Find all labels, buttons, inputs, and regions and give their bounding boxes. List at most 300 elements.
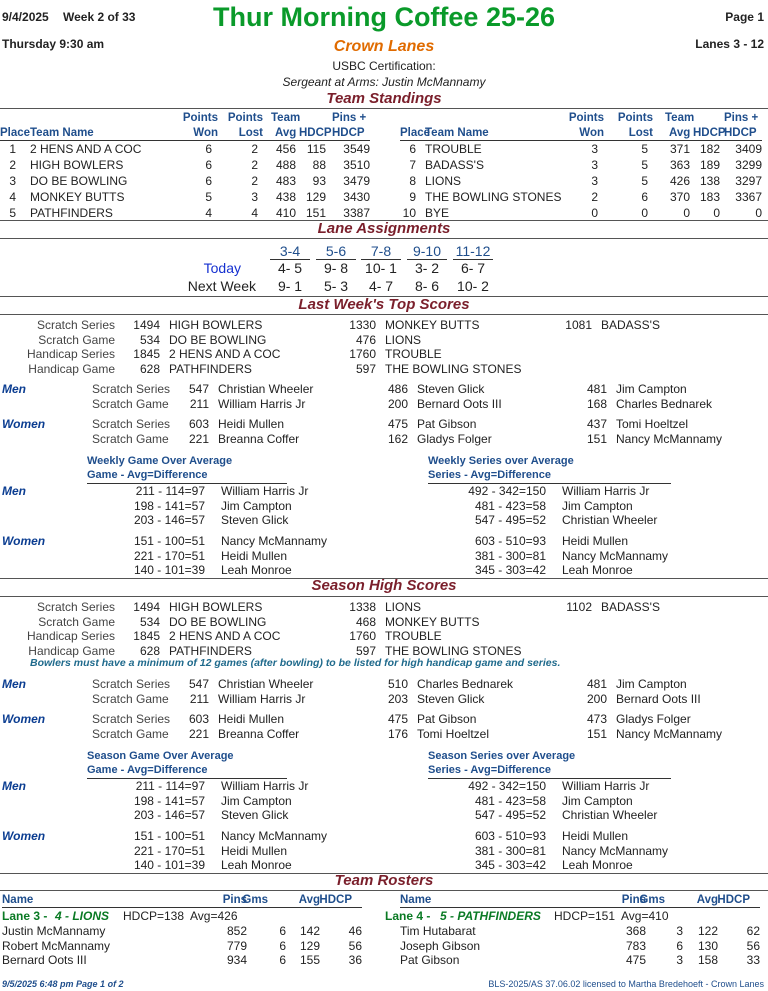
standings-place: 4 <box>9 190 16 204</box>
standings-points-won: 3 <box>591 174 598 188</box>
roster-player-name: Pat Gibson <box>400 953 460 967</box>
next-week-label: Next Week <box>187 278 256 294</box>
score-value: 168 <box>586 397 607 411</box>
underline <box>400 907 760 908</box>
col-header-points-lost: Points <box>227 112 263 124</box>
score-value: 211 <box>189 397 209 411</box>
roster-player-games: 6 <box>279 924 286 938</box>
col-header-points-won: Points <box>568 112 604 124</box>
bowler-name: Breanna Coffer <box>218 727 300 741</box>
score-category-label: Scratch Series <box>92 712 171 726</box>
bowler-name: Tomi Hoeltzel <box>417 727 490 741</box>
col-header-games: Gms <box>242 894 268 906</box>
score-value: 200 <box>387 397 408 411</box>
standings-hdcp: 88 <box>312 158 326 172</box>
center-name: Crown Lanes <box>333 38 435 55</box>
roster-player-hdcp: 56 <box>746 938 760 953</box>
team-name: TROUBLE <box>385 629 442 643</box>
league-title: Thur Morning Coffee 25-26 <box>212 2 556 32</box>
roster-player-avg: 142 <box>299 924 320 938</box>
bowler-name: Christian Wheeler <box>218 677 314 691</box>
standings-points-lost: 5 <box>641 174 648 188</box>
bowler-name: Steven Glick <box>221 513 289 527</box>
rosters-title: Team Rosters <box>334 872 434 889</box>
standings-hdcp: 183 <box>699 190 720 204</box>
divider <box>0 108 768 109</box>
roster-player-pins: 783 <box>625 938 646 953</box>
standings-points-won: 6 <box>205 142 212 156</box>
lane-assignments-title: Lane Assignments <box>317 220 451 237</box>
usbc-certification: USBC Certification: <box>332 59 436 73</box>
game-over-average-value: 198 - 141=57 <box>133 793 205 808</box>
team-name: THE BOWLING STONES <box>385 643 522 658</box>
col-header-points-won: Won <box>193 127 218 139</box>
score-value: 628 <box>139 643 160 658</box>
standings-title: Team Standings <box>326 90 442 107</box>
standings-pins-hdcp: 3549 <box>343 142 370 156</box>
standings-place: 10 <box>402 206 416 220</box>
score-value: 437 <box>586 417 607 431</box>
roster-player-games: 6 <box>279 953 286 967</box>
roster-player-games: 3 <box>676 924 683 938</box>
footer-license: BLS-2025/AS 37.06.02 licensed to Martha Bredehoeft - Crown Lanes <box>488 979 764 989</box>
standings-team-name: 2 HENS AND A COC <box>30 142 142 156</box>
bowler-name: William Harris Jr <box>221 484 309 498</box>
team-name: 2 HENS AND A COC <box>169 347 281 361</box>
roster-player-name: Joseph Gibson <box>400 938 481 953</box>
standings-team-name: PATHFINDERS <box>30 206 113 220</box>
bowler-name: Nancy McMannamy <box>562 548 669 563</box>
col-header-name: Name <box>2 894 34 906</box>
underline <box>0 140 370 141</box>
game-over-average-value: 221 - 170=51 <box>133 843 205 858</box>
bowler-name: Jim Campton <box>562 498 633 513</box>
standings-points-lost: 0 <box>641 206 648 220</box>
standings-points-won: 6 <box>205 158 212 172</box>
score-category-label: Handicap Series <box>26 347 115 361</box>
score-value: 628 <box>139 361 160 376</box>
roster-player-name: Justin McMannamy <box>2 924 106 938</box>
score-value: 473 <box>586 712 607 726</box>
score-value: 1760 <box>349 347 376 361</box>
standings-place: 2 <box>9 158 16 172</box>
standings-pins-hdcp: 3387 <box>343 206 370 220</box>
underline <box>400 140 762 141</box>
standings-pins-hdcp: 0 <box>755 206 762 220</box>
standings-pins-hdcp: 3479 <box>343 174 370 188</box>
score-value: 486 <box>387 382 408 396</box>
score-value: 468 <box>355 614 376 629</box>
last-week-title: Last Week's Top Scores <box>298 296 470 313</box>
score-category-label: Scratch Game <box>38 614 115 629</box>
standings-team-avg: 363 <box>669 158 690 172</box>
standings-points-lost: 5 <box>641 142 648 156</box>
standings-points-won: 3 <box>591 142 598 156</box>
next-week-lane-matchup: 10- 2 <box>457 278 489 294</box>
col-header-name: Name <box>400 894 432 906</box>
divider <box>0 596 768 597</box>
standings-place: 8 <box>409 174 416 188</box>
roster-player-avg: 122 <box>697 924 718 938</box>
standings-team-avg: 371 <box>669 142 690 156</box>
score-category-label: Handicap Series <box>26 629 115 643</box>
bowler-name: Christian Wheeler <box>218 382 314 396</box>
bowler-name: Bernard Oots III <box>417 397 502 411</box>
men-label: Men <box>2 677 26 691</box>
standings-points-lost: 3 <box>251 190 258 204</box>
game-over-average-value: 151 - 100=51 <box>133 829 205 843</box>
score-value: 475 <box>387 417 408 431</box>
today-lane-matchup: 4- 5 <box>277 260 303 276</box>
standings-hdcp: 182 <box>699 142 720 156</box>
bowler-name: Pat Gibson <box>417 712 477 726</box>
roster-team-name: 5 - PATHFINDERS <box>440 909 541 923</box>
bowler-name: Leah Monroe <box>562 563 633 577</box>
standings-team-name: DO BE BOWLING <box>30 174 128 188</box>
bowler-name: Heidi Mullen <box>218 417 285 431</box>
score-value: 534 <box>139 332 160 347</box>
roster-player-avg: 158 <box>697 953 718 967</box>
standings-team-avg: 483 <box>275 174 296 188</box>
divider <box>0 314 768 315</box>
standings-team-avg: 370 <box>669 190 690 204</box>
standings-team-avg: 426 <box>669 174 690 188</box>
col-header-games: Gms <box>639 894 665 906</box>
score-value: 162 <box>387 432 408 446</box>
col-header-avg: Avg <box>298 894 320 906</box>
roster-player-games: 6 <box>279 938 286 953</box>
standings-team-name: HIGH BOWLERS <box>30 158 124 172</box>
score-value: 547 <box>188 382 209 396</box>
standings-pins-hdcp: 3430 <box>343 190 370 204</box>
series-over-average-value: 492 - 342=150 <box>468 779 546 793</box>
series-over-average-value: 381 - 300=81 <box>474 548 546 563</box>
roster-team-hdcp: HDCP=151 <box>554 909 616 923</box>
bowler-name: Heidi Mullen <box>562 829 629 843</box>
game-over-average-value: 151 - 100=51 <box>133 534 205 548</box>
score-value: 1102 <box>566 600 592 614</box>
standings-points-won: 3 <box>591 158 598 172</box>
score-category-label: Scratch Series <box>36 600 115 614</box>
standings-pins-hdcp: 3367 <box>735 190 762 204</box>
roster-player-pins: 475 <box>625 953 646 967</box>
divider <box>0 238 768 239</box>
roster-player-pins: 368 <box>625 924 646 938</box>
lane-pair-header: 9-10 <box>412 243 442 259</box>
bowler-name: Tomi Hoeltzel <box>616 417 689 431</box>
lane-pair-header: 11-12 <box>455 243 491 259</box>
score-value: 510 <box>387 677 408 691</box>
team-name: DO BE BOWLING <box>169 332 267 347</box>
team-name: TROUBLE <box>385 347 442 361</box>
standings-points-lost: 6 <box>641 190 648 204</box>
standings-pins-hdcp: 3299 <box>735 158 762 172</box>
bowler-name: Jim Campton <box>616 382 687 396</box>
col-header-points-won: Points <box>182 112 218 124</box>
standings-pins-hdcp: 3409 <box>735 142 762 156</box>
col-header-avg: Avg <box>696 894 718 906</box>
bowler-name: Nancy McMannamy <box>221 534 328 548</box>
standings-team-name: TROUBLE <box>425 142 482 156</box>
score-value: 1494 <box>133 600 160 614</box>
team-name: THE BOWLING STONES <box>385 361 522 376</box>
team-name: HIGH BOWLERS <box>169 600 263 614</box>
lane-pair-header: 5-6 <box>325 243 347 259</box>
col-header-pins: Pins <box>222 894 247 906</box>
series-over-average-value: 345 - 303=42 <box>474 563 546 577</box>
standings-points-lost: 4 <box>251 206 258 220</box>
col-header-place: Place <box>0 127 31 139</box>
score-value: 1338 <box>349 600 376 614</box>
score-value: 476 <box>355 332 376 347</box>
col-header-pins: Pins <box>621 894 646 906</box>
roster-player-hdcp: 33 <box>746 953 760 967</box>
col-header-points-lost: Points <box>617 112 653 124</box>
series-over-average-value: 345 - 303=42 <box>474 858 546 872</box>
game-over-average-value: 140 - 101=39 <box>133 858 205 872</box>
women-label: Women <box>2 417 46 431</box>
score-value: 597 <box>355 361 376 376</box>
page-label: Page 1 <box>725 10 764 24</box>
roster-player-avg: 129 <box>299 938 320 953</box>
standings-points-lost: 5 <box>641 158 648 172</box>
bowler-name: Jim Campton <box>616 677 687 691</box>
score-category-label: Scratch Series <box>92 417 171 431</box>
bowler-name: Pat Gibson <box>417 417 477 431</box>
roster-player-pins: 934 <box>226 953 247 967</box>
game-over-average-title: Weekly Game Over Average <box>87 455 233 467</box>
series-over-average-value: 481 - 423=58 <box>474 498 546 513</box>
standings-points-won: 4 <box>205 206 212 220</box>
score-value: 1081 <box>565 318 592 332</box>
col-header-points-lost: Lost <box>238 127 263 139</box>
roster-player-avg: 155 <box>299 953 320 967</box>
score-value: 1845 <box>133 629 160 643</box>
game-over-average-value: 198 - 141=57 <box>133 498 205 513</box>
team-name: PATHFINDERS <box>169 361 252 376</box>
bowler-name: Breanna Coffer <box>218 432 300 446</box>
bowler-name: Charles Bednarek <box>616 397 713 411</box>
standings-team-avg: 0 <box>683 206 690 220</box>
score-value: 534 <box>139 614 160 629</box>
score-value: 1494 <box>133 318 160 332</box>
col-header-hdcp: HDCP <box>319 894 352 906</box>
standings-points-won: 6 <box>205 174 212 188</box>
today-lane-matchup: 9- 8 <box>323 260 349 276</box>
standings-place: 7 <box>409 158 416 172</box>
footer-timestamp: 9/5/2025 6:48 pm Page 1 of 2 <box>2 979 124 989</box>
standings-hdcp: 189 <box>699 158 720 172</box>
roster-player-pins: 779 <box>226 938 247 953</box>
score-value: 211 <box>189 692 209 706</box>
standings-pins-hdcp: 3510 <box>343 158 370 172</box>
standings-team-name: BADASS'S <box>425 158 484 172</box>
day-time: Thursday 9:30 am <box>2 37 105 51</box>
roster-player-hdcp: 36 <box>348 953 362 967</box>
roster-player-avg: 130 <box>697 938 718 953</box>
score-category-label: Scratch Series <box>92 382 171 396</box>
roster-player-hdcp: 46 <box>348 924 362 938</box>
score-value: 597 <box>355 643 376 658</box>
roster-player-name: Bernard Oots III <box>2 953 87 967</box>
game-over-average-value: 211 - 114=97 <box>135 484 205 498</box>
standings-hdcp: 93 <box>312 174 326 188</box>
score-value: 203 <box>387 692 408 706</box>
col-header-team-avg: Team <box>271 112 301 124</box>
season-high-title: Season High Scores <box>311 577 457 594</box>
game-over-average-value: 211 - 114=97 <box>135 779 205 793</box>
col-header-pins-hdcp: HDCP <box>724 127 757 139</box>
game-over-average-value: 203 - 146=57 <box>133 808 205 822</box>
bowler-name: William Harris Jr <box>218 397 306 411</box>
col-header-pins-hdcp: HDCP <box>332 127 365 139</box>
col-header-team-avg: Avg <box>669 127 691 139</box>
game-over-average-title: Season Game Over Average <box>87 750 234 762</box>
lane-pair-header: 7-8 <box>370 243 392 259</box>
game-over-average-subtitle: Game - Avg=Difference <box>87 469 208 481</box>
col-header-team-name: Team Name <box>425 127 489 139</box>
bowler-name: Steven Glick <box>221 808 289 822</box>
score-value: 1845 <box>133 347 160 361</box>
standings-place: 6 <box>409 142 416 156</box>
today-lane-matchup: 10- 1 <box>365 260 397 276</box>
standings-points-lost: 2 <box>251 142 258 156</box>
bowler-name: Nancy McMannamy <box>616 727 723 741</box>
series-over-average-value: 547 - 495=52 <box>474 513 546 527</box>
standings-points-won: 5 <box>205 190 212 204</box>
standings-hdcp: 151 <box>305 206 326 220</box>
bowler-name: William Harris Jr <box>218 692 306 706</box>
standings-hdcp: 129 <box>305 190 326 204</box>
series-over-average-value: 381 - 300=81 <box>474 843 546 858</box>
minimum-games-note: Bowlers must have a minimum of 12 games (after bowling) to be listed for high handicap game and series. <box>30 657 561 669</box>
score-value: 151 <box>586 727 607 741</box>
team-name: BADASS'S <box>601 318 660 332</box>
bowler-name: Leah Monroe <box>221 563 292 577</box>
today-lane-matchup: 3- 2 <box>414 260 440 276</box>
next-week-lane-matchup: 5- 3 <box>323 278 349 294</box>
bowler-name: Steven Glick <box>417 692 485 706</box>
standings-points-lost: 2 <box>251 174 258 188</box>
team-name: LIONS <box>385 332 422 347</box>
col-header-pins-hdcp: Pins + <box>724 112 759 124</box>
roster-player-games: 3 <box>676 953 683 967</box>
roster-team-name: 4 - LIONS <box>55 909 110 923</box>
team-name: DO BE BOWLING <box>169 614 267 629</box>
next-week-lane-matchup: 9- 1 <box>277 278 303 294</box>
bowler-name: Heidi Mullen <box>218 712 285 726</box>
score-value: 151 <box>586 432 607 446</box>
score-category-label: Scratch Game <box>38 332 115 347</box>
bowler-name: Jim Campton <box>221 793 292 808</box>
score-value: 176 <box>387 727 408 741</box>
next-week-lane-matchup: 8- 6 <box>414 278 440 294</box>
roster-team-hdcp: HDCP=138 <box>123 909 185 923</box>
bowler-name: Heidi Mullen <box>221 548 288 563</box>
bowler-name: Steven Glick <box>417 382 485 396</box>
standings-points-won: 2 <box>591 190 598 204</box>
score-category-label: Scratch Game <box>92 692 169 706</box>
game-over-average-value: 203 - 146=57 <box>133 513 205 527</box>
col-header-hdcp: HDCP <box>693 127 726 139</box>
col-header-team-name: Team Name <box>30 127 94 139</box>
bowler-name: Leah Monroe <box>221 858 292 872</box>
roster-team-avg: Avg=410 <box>621 909 669 923</box>
bowler-name: Heidi Mullen <box>562 534 629 548</box>
today-label: Today <box>203 260 241 276</box>
bowler-name: Nancy McMannamy <box>221 829 328 843</box>
score-value: 221 <box>188 432 209 446</box>
series-over-average-subtitle: Series - Avg=Difference <box>428 764 551 776</box>
series-over-average-title: Season Series over Average <box>428 750 576 762</box>
col-header-pins-hdcp: Pins + <box>332 112 367 124</box>
bowler-name: Nancy McMannamy <box>616 432 723 446</box>
team-name: MONKEY BUTTS <box>385 614 480 629</box>
standings-team-avg: 456 <box>275 142 296 156</box>
roster-player-name: Tim Hutabarat <box>400 924 476 938</box>
standings-team-avg: 410 <box>275 206 296 220</box>
bowler-name: Leah Monroe <box>562 858 633 872</box>
score-category-label: Scratch Game <box>92 432 169 446</box>
score-category-label: Handicap Game <box>28 643 115 658</box>
report-date: 9/4/2025 <box>2 10 49 24</box>
col-header-points-won: Won <box>579 127 604 139</box>
standings-points-lost: 2 <box>251 158 258 172</box>
standings-team-name: MONKEY BUTTS <box>30 190 125 204</box>
week-label: Week 2 of 33 <box>63 10 136 24</box>
women-label: Women <box>2 534 46 548</box>
women-label: Women <box>2 829 46 843</box>
standings-place: 9 <box>409 190 416 204</box>
standings-hdcp: 138 <box>699 174 720 188</box>
col-header-team-avg: Team <box>665 112 695 124</box>
bowler-name: William Harris Jr <box>221 779 309 793</box>
team-name: PATHFINDERS <box>169 643 252 658</box>
game-over-average-value: 140 - 101=39 <box>133 563 205 577</box>
score-value: 475 <box>387 712 408 726</box>
standings-team-name: THE BOWLING STONES <box>425 190 562 204</box>
score-value: 481 <box>586 382 607 396</box>
roster-team-avg: Avg=426 <box>190 909 238 923</box>
divider <box>0 890 768 891</box>
today-lane-matchup: 6- 7 <box>460 260 486 276</box>
series-over-average-subtitle: Series - Avg=Difference <box>428 469 551 481</box>
standings-hdcp: 0 <box>713 206 720 220</box>
bowler-name: Gladys Folger <box>616 712 691 726</box>
team-name: HIGH BOWLERS <box>169 318 263 332</box>
team-name: MONKEY BUTTS <box>385 318 480 332</box>
men-label: Men <box>2 382 26 396</box>
roster-player-hdcp: 62 <box>746 924 760 938</box>
standings-team-name: LIONS <box>425 174 462 188</box>
score-value: 200 <box>586 692 607 706</box>
bowler-name: Gladys Folger <box>417 432 492 446</box>
sergeant-at-arms: Sergeant at Arms: Justin McMannamy <box>282 75 486 89</box>
bowler-name: William Harris Jr <box>562 484 650 498</box>
roster-player-hdcp: 56 <box>348 938 362 953</box>
score-value: 547 <box>188 677 209 691</box>
roster-player-games: 6 <box>676 938 683 953</box>
standings-place: 5 <box>9 206 16 220</box>
score-value: 603 <box>188 712 209 726</box>
bowler-name: Nancy McMannamy <box>562 843 669 858</box>
standings-team-avg: 488 <box>275 158 296 172</box>
game-over-average-value: 221 - 170=51 <box>133 548 205 563</box>
standings-team-name: BYE <box>425 206 450 220</box>
underline <box>2 907 362 908</box>
series-over-average-value: 603 - 510=93 <box>474 534 546 548</box>
bowler-name: Christian Wheeler <box>562 808 658 822</box>
